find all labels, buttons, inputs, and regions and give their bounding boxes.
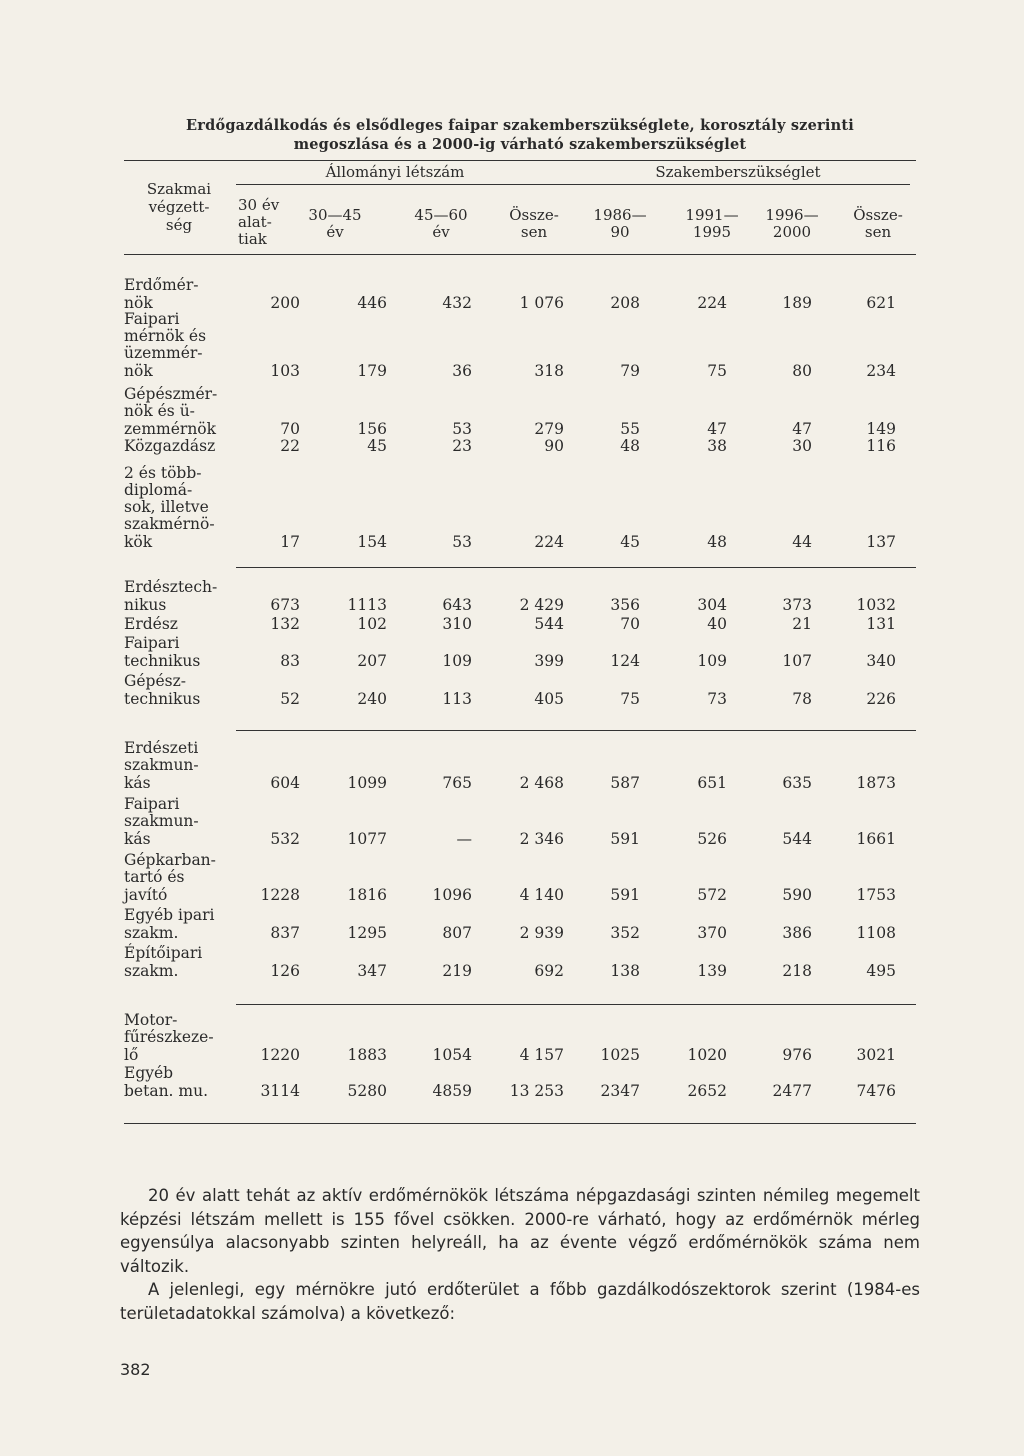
row-cell: 226	[866, 690, 896, 708]
row-label: Faipari szakmun- kás	[124, 795, 199, 848]
row-cell: 80	[792, 362, 812, 380]
header-col-5: 1986— 90	[593, 206, 647, 241]
row-cell: 1032	[856, 596, 896, 614]
row-cell: 78	[792, 690, 812, 708]
row-cell: 1077	[347, 830, 387, 848]
row-label: Egyéb ipari szakm.	[124, 906, 215, 942]
row-cell: 132	[270, 615, 300, 633]
row-cell: 1096	[432, 886, 472, 904]
row-cell: 70	[620, 615, 640, 633]
row-cell: 2 429	[519, 596, 564, 614]
row-cell: 73	[707, 690, 727, 708]
header-group-szukseglet: Szakemberszükséglet	[655, 163, 821, 181]
header-col-8: Össze- sen	[853, 206, 903, 241]
row-cell: 318	[534, 362, 564, 380]
row-cell: 2652	[687, 1082, 727, 1100]
row-cell: 1108	[856, 924, 896, 942]
row-cell: 45	[620, 533, 640, 551]
row-cell: 234	[866, 362, 896, 380]
row-cell: 1113	[347, 596, 387, 614]
row-cell: 591	[610, 886, 640, 904]
row-cell: 36	[452, 362, 472, 380]
row-cell: 3114	[260, 1082, 300, 1100]
row-cell: 765	[442, 774, 472, 792]
row-cell: 189	[782, 294, 812, 312]
row-cell: 219	[442, 962, 472, 980]
row-cell: 47	[792, 420, 812, 438]
row-cell: 304	[697, 596, 727, 614]
row-cell: 1099	[347, 774, 387, 792]
row-cell: 139	[697, 962, 727, 980]
row-cell: 17	[280, 533, 300, 551]
row-cell: 1025	[600, 1046, 640, 1064]
row-cell: 200	[270, 294, 300, 312]
row-cell: 75	[707, 362, 727, 380]
row-cell: 352	[610, 924, 640, 942]
row-cell: 30	[792, 437, 812, 455]
header-col-2: 30—45 év	[308, 206, 362, 241]
row-cell: 90	[544, 437, 564, 455]
row-cell: 53	[452, 420, 472, 438]
row-cell: —	[456, 830, 472, 848]
row-cell: 5280	[347, 1082, 387, 1100]
row-cell: 2 346	[519, 830, 564, 848]
paragraph-2: A jelenlegi, egy mérnökre jutó erdőterület a főbb gazdálkodószektorok szerint (1984-es területadatokkal számolva) a következő:	[120, 1280, 920, 1323]
row-cell: 52	[280, 690, 300, 708]
title-line-2: megoszlása és a 2000-ig várható szakemberszükséglet	[293, 136, 747, 153]
row-cell: 590	[782, 886, 812, 904]
row-cell: 1 076	[519, 294, 564, 312]
row-cell: 356	[610, 596, 640, 614]
row-cell: 587	[610, 774, 640, 792]
row-cell: 1295	[347, 924, 387, 942]
row-cell: 224	[534, 533, 564, 551]
row-cell: 45	[367, 437, 387, 455]
row-cell: 207	[357, 652, 387, 670]
row-cell: 138	[610, 962, 640, 980]
row-cell: 154	[357, 533, 387, 551]
row-label: Motor- fűrészkeze- lő	[124, 1011, 214, 1064]
section-rule-1	[236, 567, 916, 568]
row-cell: 124	[610, 652, 640, 670]
row-cell: 1054	[432, 1046, 472, 1064]
row-cell: 495	[866, 962, 896, 980]
row-cell: 4 140	[519, 886, 564, 904]
row-cell: 48	[707, 533, 727, 551]
section-rule-3	[236, 1004, 916, 1005]
header-col-4: Össze- sen	[509, 206, 559, 241]
row-label: Erdész	[124, 614, 178, 633]
row-cell: 692	[534, 962, 564, 980]
row-cell: 373	[782, 596, 812, 614]
row-label: Faipari technikus	[124, 634, 201, 670]
row-cell: 604	[270, 774, 300, 792]
row-cell: 635	[782, 774, 812, 792]
row-cell: 116	[866, 437, 896, 455]
row-label: Erdőmér- nök	[124, 276, 199, 312]
row-cell: 1020	[687, 1046, 727, 1064]
row-cell: 432	[442, 294, 472, 312]
row-cell: 532	[270, 830, 300, 848]
row-cell: 208	[610, 294, 640, 312]
row-cell: 405	[534, 690, 564, 708]
row-cell: 48	[620, 437, 640, 455]
row-cell: 1883	[347, 1046, 387, 1064]
row-cell: 113	[442, 690, 472, 708]
row-cell: 807	[442, 924, 472, 942]
row-cell: 526	[697, 830, 727, 848]
row-cell: 109	[697, 652, 727, 670]
row-cell: 70	[280, 420, 300, 438]
paragraph-1: 20 év alatt tehát az aktív erdőmérnökök létszáma népgazdasági szinten némileg megemelt képzési létszám mellett is 155 fővel csökken. 2000-re várható, hogy az erdőmérnök mérleg egyensúlya alacsonyabb szinten helyreáll, ha az évente végző erdőmérnökök száma nem változik.	[120, 1186, 920, 1276]
row-cell: 544	[534, 615, 564, 633]
row-label: Gépészmér- nök és ü- zemmérnök	[124, 385, 218, 438]
row-cell: 218	[782, 962, 812, 980]
row-cell: 103	[270, 362, 300, 380]
title-line-1: Erdőgazdálkodás és elsődleges faipar szakemberszükséglete, korosztály szerinti	[186, 117, 854, 134]
row-label: Közgazdász	[124, 436, 216, 455]
row-cell: 572	[697, 886, 727, 904]
row-label: Egyéb betan. mu.	[124, 1064, 209, 1100]
section-rule-2	[236, 730, 916, 731]
row-cell: 224	[697, 294, 727, 312]
row-cell: 240	[357, 690, 387, 708]
row-cell: 2347	[600, 1082, 640, 1100]
table-row	[124, 300, 916, 1100]
row-cell: 3021	[856, 1046, 896, 1064]
row-cell: 4859	[432, 1082, 472, 1100]
table-bottom-rule	[124, 1123, 916, 1124]
row-cell: 1220	[260, 1046, 300, 1064]
row-cell: 109	[442, 652, 472, 670]
header-col-7: 1996— 2000	[765, 206, 819, 241]
row-label: Gépkarban- tartó és javító	[124, 851, 216, 904]
row-cell: 23	[452, 437, 472, 455]
row-label: Faipari mérnök és üzemmér- nök	[124, 309, 207, 380]
row-cell: 1873	[856, 774, 896, 792]
row-cell: 340	[866, 652, 896, 670]
row-cell: 4 157	[519, 1046, 564, 1064]
row-cell: 279	[534, 420, 564, 438]
row-cell: 837	[270, 924, 300, 942]
header-col-6: 1991— 1995	[685, 206, 739, 241]
row-cell: 13 253	[509, 1082, 564, 1100]
body-text	[120, 1184, 920, 1326]
row-cell: 55	[620, 420, 640, 438]
row-cell: 137	[866, 533, 896, 551]
row-cell: 107	[782, 652, 812, 670]
row-label: Gépész- technikus	[124, 672, 201, 708]
row-cell: 53	[452, 533, 472, 551]
row-cell: 1816	[347, 886, 387, 904]
row-cell: 2 939	[519, 924, 564, 942]
row-cell: 1753	[856, 886, 896, 904]
row-cell: 347	[357, 962, 387, 980]
row-cell: 83	[280, 652, 300, 670]
header-group-allomany: Állományi létszám	[325, 163, 465, 181]
row-cell: 673	[270, 596, 300, 614]
row-cell: 591	[610, 830, 640, 848]
row-cell: 976	[782, 1046, 812, 1064]
page-number: 382	[120, 1360, 151, 1379]
header-col-label: Szakmai végzett- ség	[146, 180, 212, 234]
row-cell: 643	[442, 596, 472, 614]
row-cell: 38	[707, 437, 727, 455]
row-cell: 102	[357, 615, 387, 633]
header-col-1: 30 év alat- tiak	[238, 196, 280, 248]
row-cell: 310	[442, 615, 472, 633]
row-cell: 149	[866, 420, 896, 438]
row-cell: 2477	[772, 1082, 812, 1100]
row-cell: 370	[697, 924, 727, 942]
row-cell: 386	[782, 924, 812, 942]
row-label: Építőipari szakm.	[124, 944, 203, 980]
row-cell: 2 468	[519, 774, 564, 792]
row-cell: 399	[534, 652, 564, 670]
row-cell: 1228	[260, 886, 300, 904]
row-cell: 47	[707, 420, 727, 438]
row-cell: 40	[707, 615, 727, 633]
row-label: 2 és több- diplomá- sok, illetve szakmérnö- kök	[124, 463, 215, 551]
row-cell: 44	[792, 533, 812, 551]
row-label: Erdészeti szakmun- kás	[124, 739, 199, 792]
row-cell: 131	[866, 615, 896, 633]
row-cell: 651	[697, 774, 727, 792]
row-cell: 126	[270, 962, 300, 980]
row-cell: 7476	[856, 1082, 896, 1100]
row-cell: 75	[620, 690, 640, 708]
row-cell: 446	[357, 294, 387, 312]
row-cell: 1661	[856, 830, 896, 848]
row-cell: 621	[866, 294, 896, 312]
row-cell: 22	[280, 437, 300, 455]
header-col-3: 45—60 év	[414, 206, 468, 241]
row-cell: 179	[357, 362, 387, 380]
row-cell: 544	[782, 830, 812, 848]
row-cell: 79	[620, 362, 640, 380]
row-label: Erdésztech- nikus	[124, 578, 218, 614]
row-cell: 21	[792, 615, 812, 633]
row-cell: 156	[357, 420, 387, 438]
